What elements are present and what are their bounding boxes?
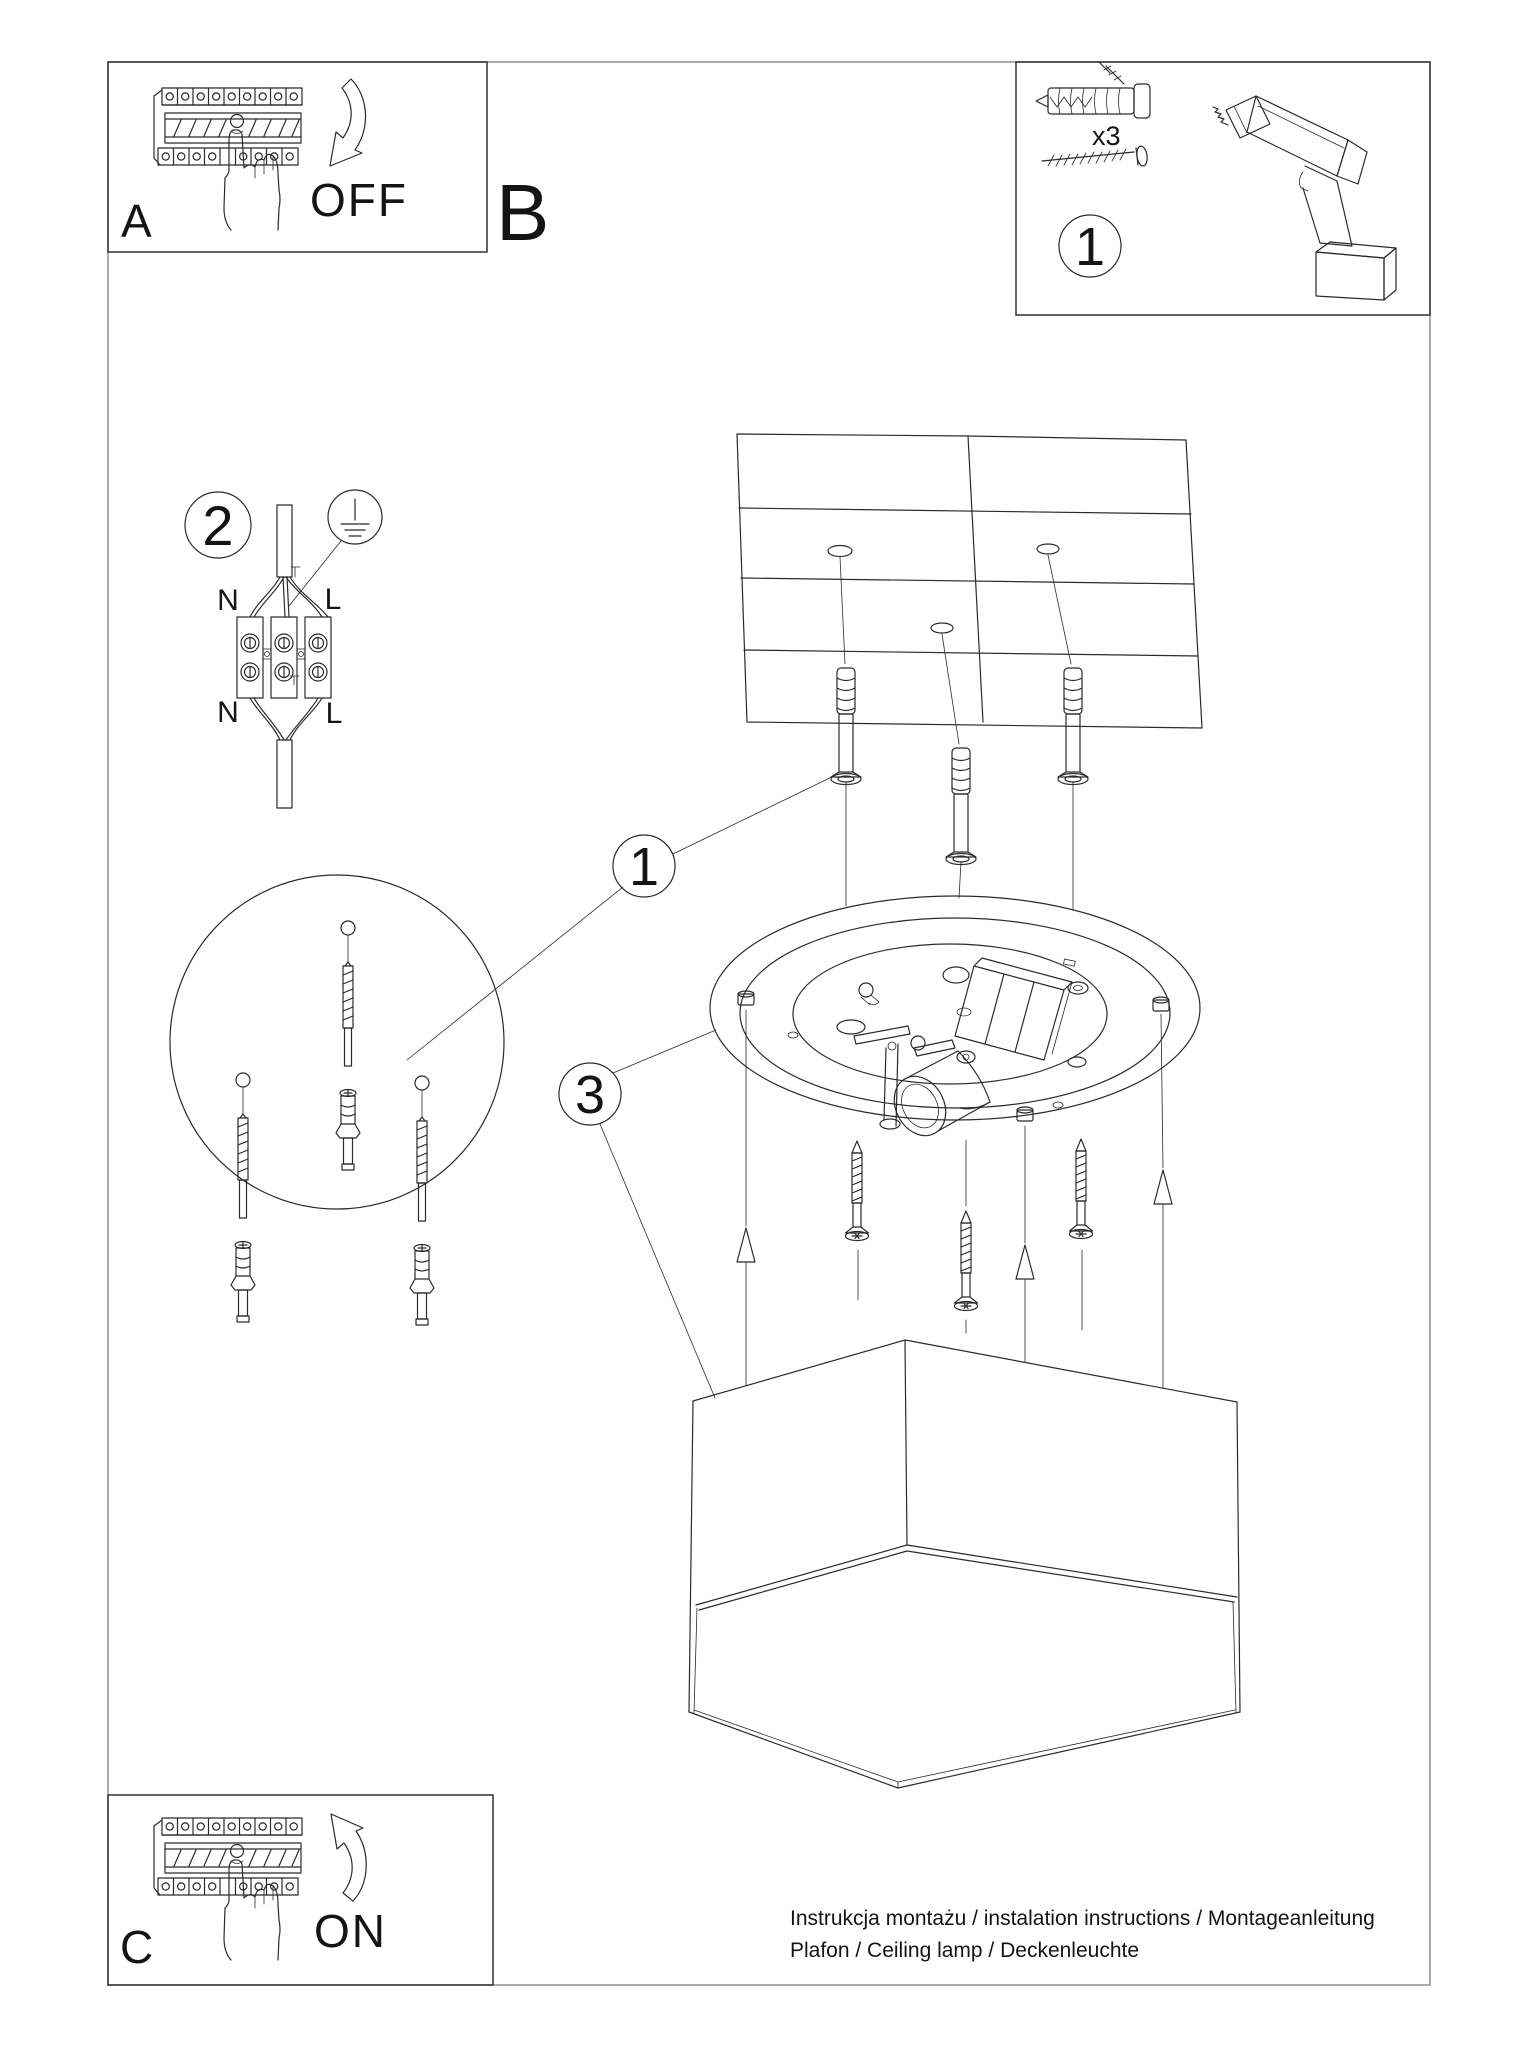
step-2-wiring-diagram	[185, 490, 382, 808]
badge-1-number: 1	[628, 837, 660, 897]
lamp-socket	[880, 1042, 990, 1145]
supply-cable-top	[250, 505, 328, 617]
drill-hole	[828, 546, 852, 557]
expansion-plug	[336, 1090, 360, 1171]
wall-plug	[831, 668, 861, 785]
terminal-label-n-top: N	[217, 584, 239, 617]
hexagonal-lamp-shade	[689, 1340, 1240, 1788]
step-a-power-off	[108, 62, 487, 252]
mounting-canopy	[710, 896, 1200, 1145]
footer-line-2: Plafon / Ceiling lamp / Deckenleuchte	[790, 1939, 1140, 1962]
callout-badge-1-detail	[407, 774, 838, 1060]
drill-hole	[931, 623, 953, 633]
terminal-block	[237, 617, 331, 698]
screw	[417, 1117, 427, 1221]
badge-2-number: 2	[202, 494, 234, 557]
pointing-hand-icon	[224, 130, 280, 230]
terminal-label-l-bottom: L	[325, 697, 343, 730]
terminal-label-n-bottom: N	[217, 696, 239, 729]
detail-circle-wall-plugs	[170, 875, 504, 1325]
callout-badge-2	[185, 492, 251, 558]
power-off-label: OFF	[310, 174, 408, 226]
mounting-screws	[846, 1139, 1093, 1333]
step-b-label: B	[496, 168, 550, 257]
mounting-screw	[1070, 1139, 1093, 1239]
drill-hole	[1037, 544, 1059, 554]
up-arrow-icon	[737, 1228, 755, 1262]
badge-1-number: 1	[1074, 217, 1106, 277]
step-c-label: C	[120, 1921, 154, 1973]
rim-post	[738, 991, 754, 1005]
callout-badge-1	[1059, 215, 1121, 277]
screw	[238, 1114, 248, 1218]
breaker-panel-on-icon	[154, 1818, 302, 1895]
arrow-up-icon	[331, 1814, 366, 1901]
canopy-terminal-box	[955, 958, 1072, 1060]
wall-plugs	[831, 668, 1088, 910]
breaker-panel-off-icon	[154, 88, 302, 165]
hardware-quantity-label: x3	[1092, 121, 1121, 151]
screw	[343, 962, 353, 1066]
expansion-plug	[231, 1242, 255, 1323]
terminal-label-l-top: L	[324, 583, 342, 616]
expansion-plug	[410, 1245, 434, 1326]
step-1-parts-box	[1016, 62, 1430, 315]
page-frame	[108, 62, 1430, 1985]
wall-plug	[946, 748, 976, 865]
step-c-power-on	[108, 1795, 493, 1985]
assembly-arrows	[737, 1010, 1172, 1388]
arrow-down-icon	[330, 79, 366, 166]
mounting-screw	[955, 1211, 978, 1311]
footer	[790, 1907, 1375, 1962]
rim-post	[1153, 997, 1169, 1011]
mounting-screw	[846, 1141, 869, 1241]
step-a-label: A	[121, 195, 152, 247]
badge-3-number: 3	[574, 1065, 606, 1125]
lamp-cable-bottom	[250, 698, 322, 808]
wall-plug-icon	[1036, 62, 1150, 118]
footer-line-1: Instrukcja montażu / instalation instructions / Montageanleitung	[790, 1907, 1375, 1930]
drill-icon	[1213, 96, 1396, 300]
power-on-label: ON	[314, 1905, 387, 1957]
up-arrow-icon	[1016, 1245, 1034, 1279]
ceiling-panel	[737, 434, 1202, 744]
callout-badge-3	[559, 1030, 716, 1398]
pointing-hand-icon	[224, 1860, 280, 1960]
up-arrow-icon	[1154, 1170, 1172, 1204]
